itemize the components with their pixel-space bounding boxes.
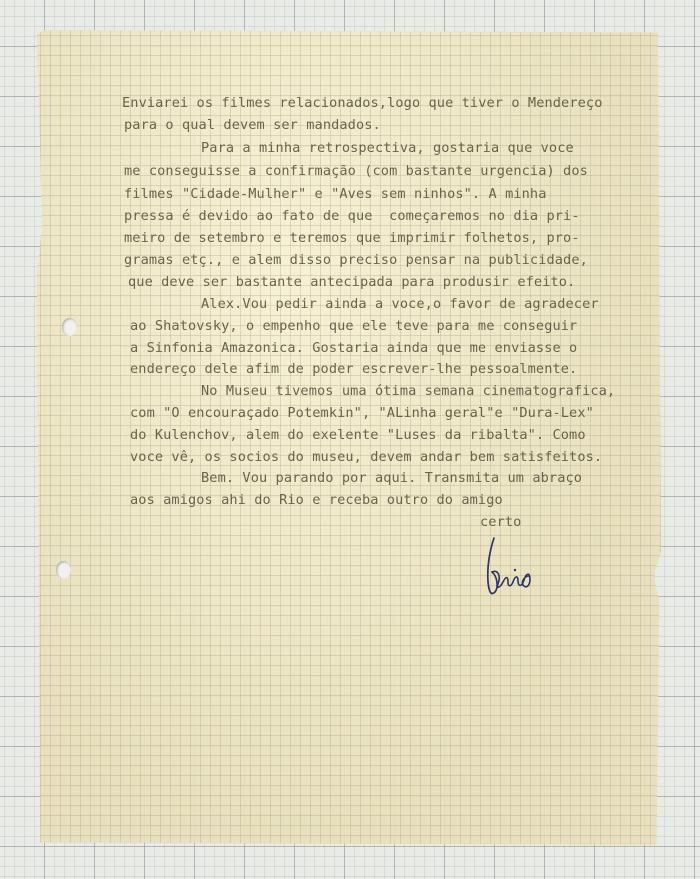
letter-line: voce vê, os socios do museu, devem andar bem satisfeitos. xyxy=(130,449,603,465)
letter-line: meiro de setembro e teremos que imprimir folhetos, pro- xyxy=(124,230,580,246)
letter-line: Enviarei os filmes relacionados,logo que tiver o Mendereço xyxy=(122,95,603,111)
letter-line: com "O encouraçado Potemkin", "ALinha geral"e "Dura-Lex" xyxy=(130,405,594,421)
letter-line: a Sinfonia Amazonica. Gostaria ainda que me enviasse o xyxy=(130,340,578,356)
letter-line: filmes "Cidade-Mulher" e "Aves sem ninhos". A minha xyxy=(124,186,547,202)
letter-line: que deve ser bastante antecipada para produsir efeito. xyxy=(128,274,576,290)
letter-line: Para a minha retrospectiva, gostaria que voce xyxy=(201,140,574,156)
letter-line: aos amigos ahi do Rio e receba outro do amigo xyxy=(130,492,503,508)
letter-line: me conseguisse a confirmação (com bastante urgencia) dos xyxy=(124,163,588,179)
letter-line: pressa é devido ao fato de que começaremos no dia pri- xyxy=(124,208,580,224)
handwritten-signature xyxy=(482,532,542,602)
letter-line: endereço dele afim de poder escrever-lhe pessoalmente. xyxy=(130,361,578,377)
letter-line: para o qual devem ser mandados. xyxy=(124,117,381,133)
letter-line: ao Shatovsky, o empenho que ele teve para me conseguir xyxy=(130,318,578,334)
letter-line: do Kulenchov, alem do exelente "Luses da ribalta". Como xyxy=(130,427,586,443)
letter-line: No Museu tivemos uma ótima semana cinematografica, xyxy=(201,383,616,399)
letter-line: Alex.Vou pedir ainda a voce,o favor de agradecer xyxy=(201,296,599,312)
letter-line: gramas etç., e alem disso preciso pensar na publicidade, xyxy=(124,252,588,268)
letter-line: certo xyxy=(480,514,522,530)
letter-line: Bem. Vou parando por aqui. Transmita um abraço xyxy=(201,470,583,486)
